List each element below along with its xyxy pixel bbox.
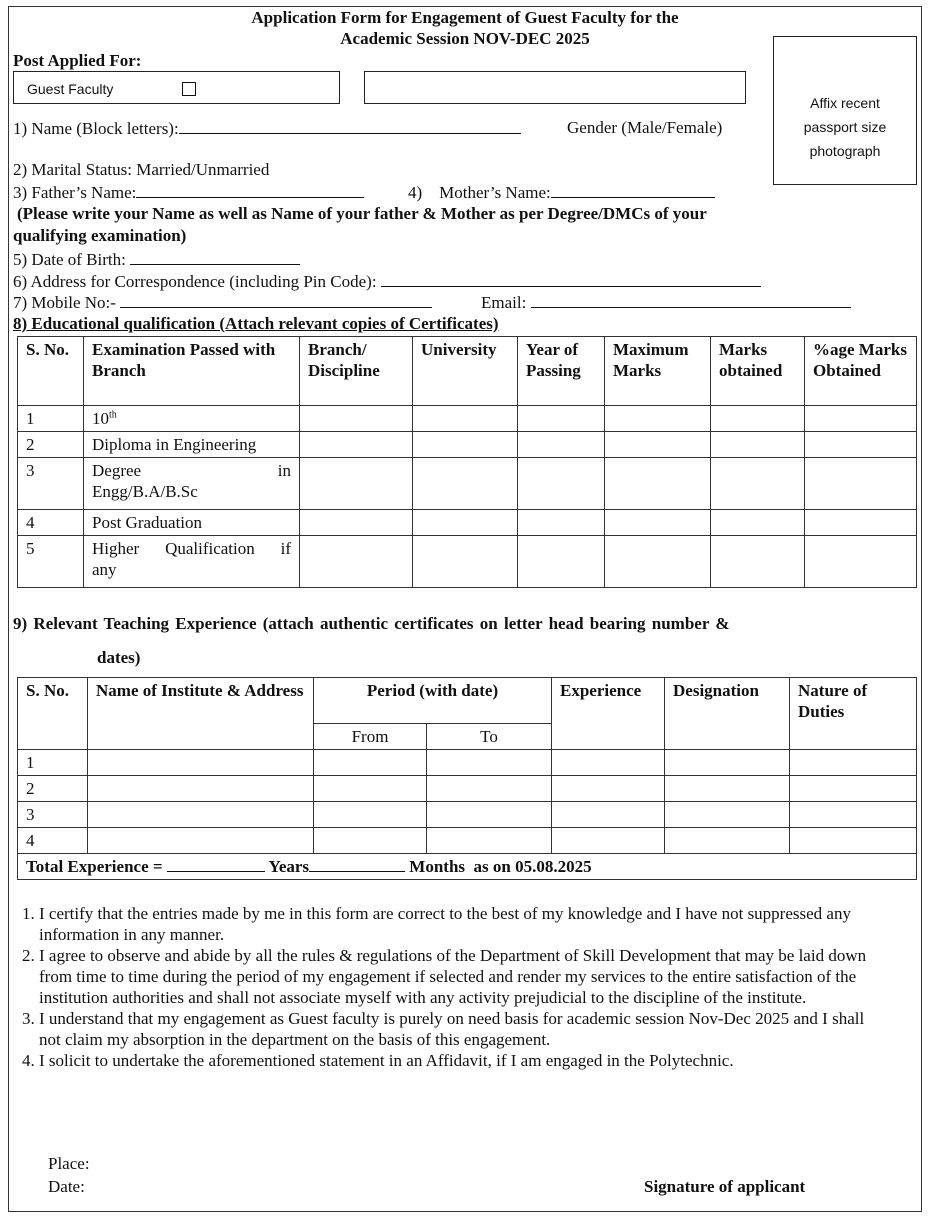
edu-cell[interactable] [300,510,413,536]
place-label: Place: [48,1154,90,1173]
years-label: Years [268,857,310,876]
edu-header-year: Year of Passing [518,337,605,406]
exp-header-to: To [427,724,552,750]
mother-number: 4) [408,183,423,202]
table-row [18,536,917,588]
exp-heading-line1: 9) Relevant Teaching Experience (attach authentic certificates on letter head bearing number & [13,614,730,633]
father-blank[interactable] [136,182,364,198]
edu-exam: Degree in Engg/B.A/B.Sc [84,458,300,510]
edu-cell[interactable] [300,458,413,510]
photo-text-3: photograph [809,143,881,159]
edu-cell[interactable] [518,406,605,432]
edu-cell[interactable] [711,406,805,432]
exp-cell[interactable] [427,776,552,802]
edu-header-university: University [413,337,518,406]
post-applied-box[interactable] [13,71,340,104]
edu-cell[interactable] [300,432,413,458]
edu-cell[interactable] [518,432,605,458]
edu-cell[interactable] [300,536,413,588]
father-field[interactable] [13,182,364,203]
edu-cell[interactable] [413,510,518,536]
exp-cell[interactable] [790,776,917,802]
exp-cell[interactable] [314,750,427,776]
email-field[interactable] [481,292,851,313]
edu-exam: 10th [84,406,300,432]
address-field[interactable] [13,271,761,292]
table-row [18,802,917,828]
exp-cell[interactable] [552,828,665,854]
declaration-3: 3. I understand that my engagement as Guest faculty is purely on need basis for academic session Nov-Dec 2025 and I shall not claim my absorption in the department on the basis of this engagement. [39,1008,873,1050]
edu-exam: Higher Qualification if any [84,536,300,588]
exp-cell[interactable] [427,750,552,776]
edu-cell[interactable] [605,458,711,510]
total-experience-cell[interactable] [18,854,917,880]
exp-cell[interactable] [88,828,314,854]
edu-cell[interactable] [413,432,518,458]
exp-cell[interactable] [427,802,552,828]
exp-cell[interactable] [552,750,665,776]
address-blank[interactable] [381,271,761,287]
months-label: Months [409,857,466,876]
edu-cell[interactable] [711,536,805,588]
total-experience-label: Total Experience = [26,857,163,876]
exp-sno: 2 [18,776,88,802]
edu-cell[interactable] [413,536,518,588]
exp-sno: 4 [18,828,88,854]
exp-cell[interactable] [790,828,917,854]
marital-label: 2) Marital Status: Married/Unmarried [13,160,270,179]
post-applied-label: Post Applied For: [13,51,142,70]
exp-header-nature: Nature of Duties [790,678,917,750]
dob-field[interactable] [13,249,300,270]
mobile-blank[interactable] [120,292,432,308]
table-row [18,750,917,776]
edu-header-branch: Branch/ Discipline [300,337,413,406]
photo-text-2: passport size [803,119,887,135]
photo-text-1: Affix recent [810,95,880,111]
edu-exam: Diploma in Engineering [84,432,300,458]
form-title-line2: Academic Session NOV-DEC 2025 [340,29,590,48]
edu-cell[interactable] [518,510,605,536]
edu-header-percent: %age Marks Obtained [805,337,917,406]
education-table [17,336,917,588]
edu-header-max-marks: Maximum Marks [605,337,711,406]
exp-cell[interactable] [665,828,790,854]
edu-sno: 2 [18,432,84,458]
edu-cell[interactable] [711,432,805,458]
exp-header-institute: Name of Institute & Address [88,678,314,750]
address-label: 6) Address for Correspondence (including Pin Code): [13,272,377,291]
name-blank[interactable] [179,118,521,134]
father-label: 3) Father’s Name: [13,183,137,202]
edu-cell[interactable] [711,458,805,510]
exp-cell[interactable] [665,802,790,828]
mobile-label: 7) Mobile No:- [13,293,116,312]
signature-label: Signature of applicant [644,1177,806,1196]
exp-sno: 3 [18,802,88,828]
exp-cell[interactable] [314,802,427,828]
email-label: Email: [481,293,527,312]
edu-cell[interactable] [300,406,413,432]
declaration-2: 2. I agree to observe and abide by all the rules & regulations of the Department of Skill Development that may be laid down from time to time during the period of my engagement if selected and render my services to the entire satisfaction of the institution authorities and shall not associate myself with any activity prejudicial to the discipline of the institute. [39,945,873,1008]
exp-header-experience: Experience [552,678,665,750]
edu-cell[interactable] [711,510,805,536]
exp-cell[interactable] [552,802,665,828]
table-row [18,828,917,854]
edu-cell[interactable] [805,510,917,536]
dob-label: 5) Date of Birth: [13,250,126,269]
exp-cell[interactable] [790,750,917,776]
edu-cell[interactable] [413,406,518,432]
gender-label: Gender (Male/Female) [567,118,723,137]
years-blank[interactable] [167,856,265,872]
table-row [18,510,917,536]
email-blank[interactable] [531,292,851,308]
exp-cell[interactable] [552,776,665,802]
exp-cell[interactable] [88,776,314,802]
exp-header-designation: Designation [665,678,790,750]
edu-cell[interactable] [605,536,711,588]
edu-sno: 5 [18,536,84,588]
edu-exam: Post Graduation [84,510,300,536]
table-row [18,406,917,432]
edu-heading: 8) Educational qualification (Attach relevant copies of Certificates) [13,314,499,333]
exp-sno: 1 [18,750,88,776]
experience-table [17,677,917,880]
edu-sno: 1 [18,406,84,432]
mother-field[interactable] [408,182,715,203]
edu-sno: 4 [18,510,84,536]
edu-cell[interactable] [805,536,917,588]
table-row [18,458,917,510]
exp-heading-line2: dates) [97,648,141,667]
exp-header-row [18,678,917,724]
edu-header-sno: S. No. [18,337,84,406]
exp-cell[interactable] [88,750,314,776]
name-field[interactable] [13,118,521,139]
note-line2: qualifying examination) [13,226,187,245]
edu-cell[interactable] [518,458,605,510]
table-row [18,776,917,802]
declaration-4: 4. I solicit to undertake the aforementioned statement in an Affidavit, if I am engaged in the Polytechnic. [39,1050,873,1071]
edu-cell[interactable] [413,458,518,510]
exp-cell[interactable] [314,828,427,854]
name-label: 1) Name (Block letters): [13,119,179,138]
dob-blank[interactable] [130,249,300,265]
exp-cell[interactable] [790,802,917,828]
edu-cell[interactable] [805,406,917,432]
table-row [18,432,917,458]
photo-box [773,36,917,185]
post-checkbox[interactable] [182,82,196,96]
post-other-box[interactable] [364,71,746,104]
mother-label: Mother’s Name: [439,183,551,202]
exp-header-period: Period (with date) [314,678,552,724]
form-title-line1: Application Form for Engagement of Guest Faculty for the [251,8,679,27]
edu-cell[interactable] [805,458,917,510]
exp-cell[interactable] [88,802,314,828]
as-on-label: as on 05.08.2025 [473,857,592,876]
mobile-field[interactable] [13,292,432,313]
months-blank[interactable] [309,856,405,872]
note-line1: (Please write your Name as well as Name of your father & Mother as per Degree/DMCs of your [17,204,707,223]
edu-header-marks-obtained: Marks obtained [711,337,805,406]
exp-header-from: From [314,724,427,750]
edu-cell[interactable] [805,432,917,458]
edu-header-exam: Examination Passed with Branch [84,337,300,406]
edu-cell[interactable] [605,510,711,536]
edu-cell[interactable] [518,536,605,588]
edu-header-row [18,337,917,406]
exp-cell[interactable] [665,750,790,776]
edu-cell[interactable] [605,406,711,432]
edu-cell[interactable] [605,432,711,458]
post-value: Guest Faculty [27,81,114,97]
date-label: Date: [48,1177,85,1196]
declarations [13,903,873,1071]
exp-cell[interactable] [314,776,427,802]
edu-sno: 3 [18,458,84,510]
exp-cell[interactable] [427,828,552,854]
total-experience-row [18,854,917,880]
exp-cell[interactable] [665,776,790,802]
mother-blank[interactable] [551,182,715,198]
declaration-1: 1. I certify that the entries made by me in this form are correct to the best of my knowledge and I have not suppressed any information in any manner. [39,903,873,945]
exp-header-sno: S. No. [18,678,88,750]
